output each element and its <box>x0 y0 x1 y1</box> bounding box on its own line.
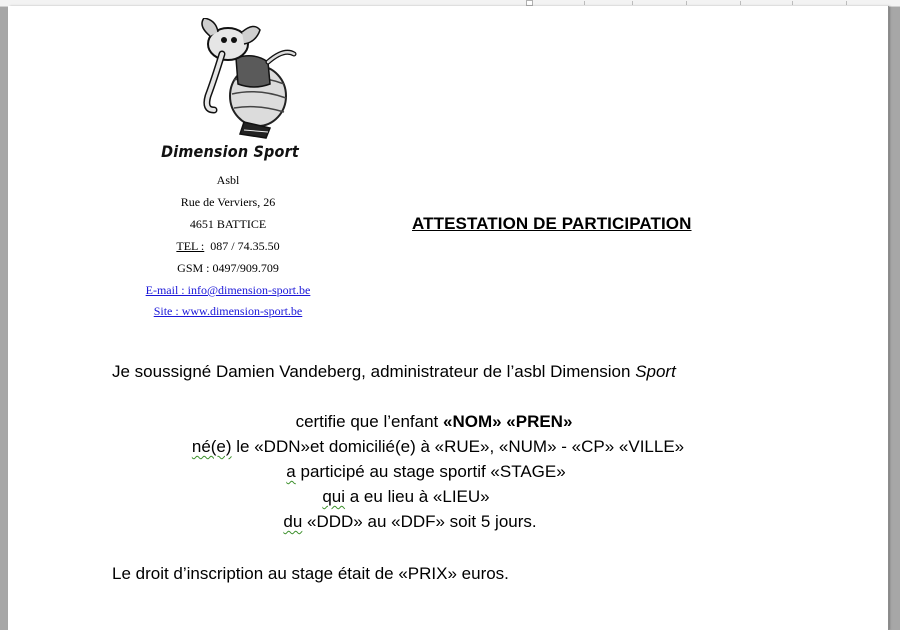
tel-label: TEL : <box>176 239 205 253</box>
spellcheck-word: né(e) <box>191 437 232 456</box>
city-address: 4651 BATTICE <box>189 217 267 231</box>
elephant-mascot-logo <box>184 18 300 142</box>
spellcheck-word: du <box>283 512 303 531</box>
legal-form: Asbl <box>216 173 240 187</box>
email-link[interactable]: E-mail : info@dimension-sport.be <box>145 283 311 297</box>
spellcheck-word: a <box>286 462 296 481</box>
intro-text: Je soussigné Damien Vandeberg, administrateur de l’asbl Dimension <box>112 362 636 381</box>
tel-value: 087 / 74.35.50 <box>210 239 280 253</box>
ruler-tick <box>846 1 847 5</box>
phone-line <box>118 239 338 253</box>
ruler-tick <box>792 1 793 5</box>
birth-address-text: le «DDN»et domicilié(e) à «RUE», «NUM» - «CP» «VILLE» <box>231 437 685 456</box>
ruler-tick <box>740 1 741 5</box>
location-text: a eu lieu à «LIEU» <box>345 487 490 506</box>
intro-paragraph <box>112 362 676 382</box>
birth-address-line <box>0 437 878 457</box>
certify-text: certifie que l’enfant <box>295 412 443 431</box>
location-line <box>0 487 846 507</box>
gsm-line: GSM : 0497/909.709 <box>177 261 279 275</box>
document-page[interactable] <box>8 6 888 630</box>
ruler-tick <box>632 1 633 5</box>
dates-text: «DDD» au «DDF» soit 5 jours. <box>302 512 537 531</box>
fee-paragraph: Le droit d’inscription au stage était de «PRIX» euros. <box>112 564 509 583</box>
org-name: Dimension Sport <box>161 142 299 161</box>
certify-line <box>0 412 874 432</box>
stage-line <box>0 462 866 482</box>
child-name-field: «NOM» «PREN» <box>442 412 573 431</box>
ruler-tick <box>686 1 687 5</box>
ruler-tick <box>584 1 585 5</box>
intro-italic: Sport <box>635 362 676 381</box>
street-address: Rue de Verviers, 26 <box>180 195 276 209</box>
dates-line <box>0 512 850 532</box>
website-link[interactable]: Site : www.dimension-sport.be <box>153 304 303 318</box>
stage-text: participé au stage sportif «STAGE» <box>295 462 566 481</box>
spellcheck-word: qui <box>322 487 346 506</box>
document-title: ATTESTATION DE PARTICIPATION <box>412 214 692 233</box>
